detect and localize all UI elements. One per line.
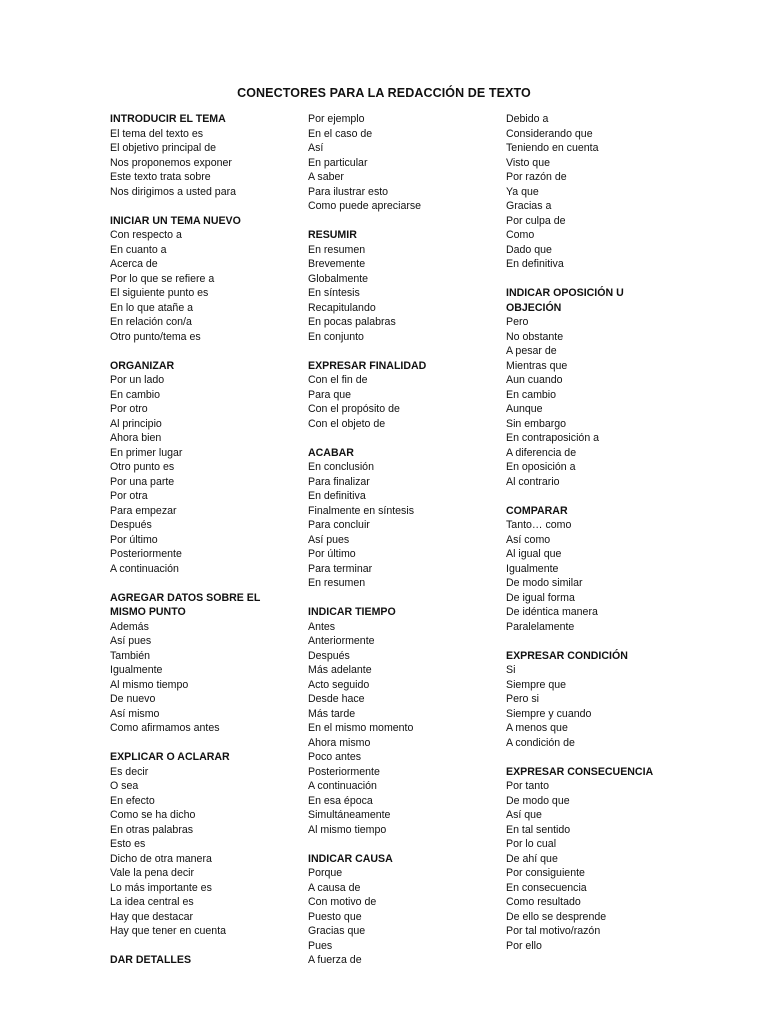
connector-item: Vale la pena decir — [110, 867, 195, 879]
connector-item: En tal sentido — [506, 823, 571, 836]
connector-item: A menos que — [506, 722, 568, 734]
connector-item: En síntesis — [308, 287, 360, 299]
connector-item: Sin embargo — [506, 417, 567, 430]
section-heading: ORGANIZAR — [110, 359, 175, 372]
connector-item: Al mismo tiempo — [110, 678, 189, 691]
connector-item: Mientras que — [506, 359, 568, 372]
connector-item: Más tarde — [308, 707, 356, 720]
connector-item: En cambio — [506, 388, 557, 401]
section-heading: DAR DETALLES — [110, 954, 192, 966]
connector-item: A causa de — [308, 881, 361, 894]
connector-item: En cuanto a — [110, 243, 167, 256]
connector-item: El siguiente punto es — [110, 287, 209, 299]
connector-item: De idéntica manera — [506, 606, 598, 618]
connector-item: Para concluir — [308, 519, 370, 531]
connector-item: Hay que tener en cuenta — [110, 925, 227, 937]
section-heading: INTRODUCIR EL TEMA — [110, 113, 226, 125]
connector-item: En consecuencia — [506, 881, 587, 894]
connector-section — [110, 214, 290, 345]
connector-item: Teniendo en cuenta — [506, 142, 599, 154]
connector-item: Antes — [308, 620, 336, 633]
connector-item: Por tanto — [506, 780, 549, 792]
connector-section — [110, 359, 290, 577]
section-heading: EXPRESAR CONDICIÓN — [506, 649, 628, 662]
connector-item: En definitiva — [308, 490, 366, 502]
connector-item: Tanto… como — [506, 519, 572, 531]
connector-item: Gracias que — [308, 925, 366, 937]
connector-item: Por razón de — [506, 171, 567, 183]
connector-item: Así pues — [110, 635, 152, 647]
section-heading: AGREGAR DATOS SOBRE EL — [110, 591, 261, 604]
connector-item: Pero — [506, 316, 529, 328]
connector-item: Si — [506, 664, 516, 676]
connector-item: Debido a — [506, 113, 549, 125]
connector-item: Pero si — [506, 693, 539, 705]
connector-item: En cambio — [110, 388, 161, 401]
connector-item: Además — [110, 620, 149, 633]
connector-item: Para terminar — [308, 562, 373, 575]
connector-item: Para finalizar — [308, 475, 370, 488]
column-2 — [308, 112, 488, 982]
connector-item: En definitiva — [506, 258, 564, 270]
connector-item: El objetivo principal de — [110, 142, 216, 154]
connector-item: Esto es — [110, 838, 146, 850]
connector-item: Simultáneamente — [308, 809, 391, 821]
connector-item: Como afirmamos antes — [110, 722, 220, 734]
connector-section — [506, 649, 696, 751]
section-heading: EXPRESAR FINALIDAD — [308, 359, 427, 372]
connector-section — [308, 359, 488, 432]
connector-item: Puesto que — [308, 910, 362, 923]
connector-item: De igual forma — [506, 591, 575, 604]
connector-item: De modo que — [506, 794, 570, 807]
connector-item: Brevemente — [308, 258, 366, 270]
connector-section — [506, 504, 696, 635]
connector-item: Por consiguiente — [506, 867, 585, 879]
connector-item: Con el propósito de — [308, 403, 400, 415]
connector-item: Anteriormente — [308, 635, 375, 647]
connector-item: A saber — [308, 171, 344, 183]
connector-item: En lo que atañe a — [110, 301, 194, 314]
connector-section — [308, 605, 488, 837]
connector-item: A fuerza de — [308, 954, 362, 966]
connector-item: Al mismo tiempo — [308, 823, 387, 836]
connector-item: En efecto — [110, 794, 155, 807]
connector-item: Otro punto es — [110, 461, 175, 473]
connector-item: En conjunto — [308, 330, 364, 343]
connector-item: Ya que — [506, 185, 539, 198]
connector-item: De modo similar — [506, 577, 583, 589]
connector-item: Pues — [308, 939, 333, 952]
connector-item: En pocas palabras — [308, 316, 396, 328]
connector-section — [308, 228, 488, 344]
connector-item: De ello se desprende — [506, 910, 607, 923]
connector-item: Por tal motivo/razón — [506, 925, 601, 937]
document-title: CONECTORES PARA LA REDACCIÓN DE TEXTO — [237, 86, 531, 100]
section-heading: MISMO PUNTO — [110, 606, 186, 618]
connector-item: Nos dirigimos a usted para — [110, 185, 237, 198]
connector-item: Globalmente — [308, 272, 369, 285]
connector-item: Por último — [110, 533, 158, 546]
connector-item: Acerca de — [110, 258, 158, 270]
connector-item: Por otro — [110, 403, 148, 415]
connector-item: A condición de — [506, 736, 575, 749]
connector-item: De ahí que — [506, 852, 558, 865]
connector-item: A diferencia de — [506, 446, 577, 459]
connector-item: Paralelamente — [506, 620, 575, 633]
connector-item: Por ello — [506, 939, 542, 952]
connector-item: En resumen — [308, 577, 366, 589]
connector-item: Acto seguido — [308, 678, 370, 691]
connector-item: En primer lugar — [110, 446, 183, 459]
connector-item: Al principio — [110, 417, 162, 430]
connector-item: En resumen — [308, 243, 366, 256]
connector-item: Igualmente — [110, 664, 163, 676]
connector-item: Con motivo de — [308, 896, 377, 908]
connector-item: A continuación — [308, 780, 377, 792]
connector-item: Así como — [506, 533, 551, 546]
connector-item: Igualmente — [506, 562, 559, 575]
connector-item: Dado que — [506, 243, 552, 256]
connector-item: Así que — [506, 809, 542, 821]
connector-section — [110, 591, 290, 736]
connector-section — [110, 953, 290, 968]
connector-item: Posteriormente — [308, 765, 380, 778]
connector-item: Como puede apreciarse — [308, 200, 422, 212]
connector-item: Desde hace — [308, 693, 365, 705]
connector-item: Al igual que — [506, 548, 562, 560]
section-heading: OBJECIÓN — [506, 301, 562, 314]
connector-item: Por lo que se refiere a — [110, 272, 215, 285]
section-heading: COMPARAR — [506, 504, 568, 517]
connector-item: En esa época — [308, 794, 373, 807]
connector-section — [506, 112, 696, 272]
connector-item: En contraposición a — [506, 432, 600, 444]
connector-item: Finalmente en síntesis — [308, 504, 414, 517]
section-heading: EXPLICAR O ACLARAR — [110, 751, 230, 763]
connector-section — [110, 750, 290, 939]
connector-item: Por último — [308, 548, 356, 560]
connector-item: En otras palabras — [110, 823, 194, 836]
connector-item: Así mismo — [110, 707, 160, 720]
connector-section — [308, 852, 488, 968]
connector-item: Por otra — [110, 490, 148, 502]
connector-item: A pesar de — [506, 345, 557, 357]
connector-item: Como — [506, 229, 535, 241]
connector-item: No obstante — [506, 330, 564, 343]
connector-item: Así pues — [308, 533, 350, 546]
connector-item: Por lo cual — [506, 838, 557, 850]
connector-item: Por una parte — [110, 475, 175, 488]
connector-item: Es decir — [110, 765, 149, 778]
connector-item: Por culpa de — [506, 214, 566, 227]
connector-section — [110, 112, 290, 199]
connector-item: Dicho de otra manera — [110, 852, 212, 865]
connector-item: En conclusión — [308, 461, 374, 473]
section-heading: EXPRESAR CONSECUENCIA — [506, 765, 654, 778]
section-heading: INDICAR OPOSICIÓN U — [506, 287, 624, 299]
connector-section — [308, 112, 488, 214]
connector-item: Recapitulando — [308, 301, 376, 314]
connector-item: Para que — [308, 388, 351, 401]
connector-item: Para empezar — [110, 504, 177, 517]
connector-item: La idea central es — [110, 896, 194, 908]
connector-item: Hay que destacar — [110, 910, 194, 923]
connector-item: En particular — [308, 156, 368, 169]
connector-item: En oposición a — [506, 461, 576, 473]
connector-item: Este texto trata sobre — [110, 171, 211, 183]
connector-item: Lo más importante es — [110, 881, 212, 894]
connector-item: Visto que — [506, 156, 550, 169]
column-1 — [110, 112, 290, 982]
connector-item: Poco antes — [308, 751, 362, 763]
connector-item: Por ejemplo — [308, 113, 365, 125]
connector-item: El tema del texto es — [110, 127, 204, 140]
connector-item: Con el objeto de — [308, 417, 386, 430]
connector-item: De nuevo — [110, 693, 156, 705]
section-heading: ACABAR — [308, 446, 354, 459]
connector-item: Considerando que — [506, 127, 593, 140]
connector-item: Siempre y cuando — [506, 707, 592, 720]
connector-item: Aun cuando — [506, 374, 563, 386]
connector-item: Más adelante — [308, 664, 372, 676]
connector-section — [506, 286, 696, 489]
connector-item: Nos proponemos exponer — [110, 156, 232, 169]
connector-section — [506, 765, 696, 954]
connector-item: Como resultado — [506, 896, 581, 908]
connector-item: O sea — [110, 780, 139, 792]
section-heading: INDICAR TIEMPO — [308, 606, 396, 618]
section-heading: INDICAR CAUSA — [308, 852, 393, 865]
connector-item: Con el fin de — [308, 374, 368, 386]
connector-item: Al contrario — [506, 475, 560, 488]
connector-item: Ahora bien — [110, 432, 162, 444]
connector-item: Siempre que — [506, 678, 567, 691]
connector-item: En el mismo momento — [308, 722, 414, 734]
connector-item: Con respecto a — [110, 229, 182, 241]
connector-item: También — [110, 649, 151, 662]
connector-item: En relación con/a — [110, 316, 192, 328]
connector-item: Por un lado — [110, 374, 165, 386]
column-3 — [506, 112, 696, 968]
connector-item: Ahora mismo — [308, 736, 371, 749]
connector-item: A continuación — [110, 562, 179, 575]
connector-item: Aunque — [506, 403, 543, 415]
connector-item: Otro punto/tema es — [110, 330, 201, 343]
connector-item: Como se ha dicho — [110, 809, 196, 821]
connector-section — [308, 446, 488, 591]
connector-item: En el caso de — [308, 127, 373, 140]
connector-item: Porque — [308, 867, 343, 879]
connector-item: Después — [110, 519, 152, 531]
connector-item: Gracias a — [506, 200, 552, 212]
connector-item: Posteriormente — [110, 548, 182, 560]
connector-item: Después — [308, 649, 350, 662]
section-heading: RESUMIR — [308, 229, 357, 241]
connector-item: Para ilustrar esto — [308, 185, 389, 198]
section-heading: INICIAR UN TEMA NUEVO — [110, 214, 241, 227]
connector-item: Así — [308, 142, 324, 154]
